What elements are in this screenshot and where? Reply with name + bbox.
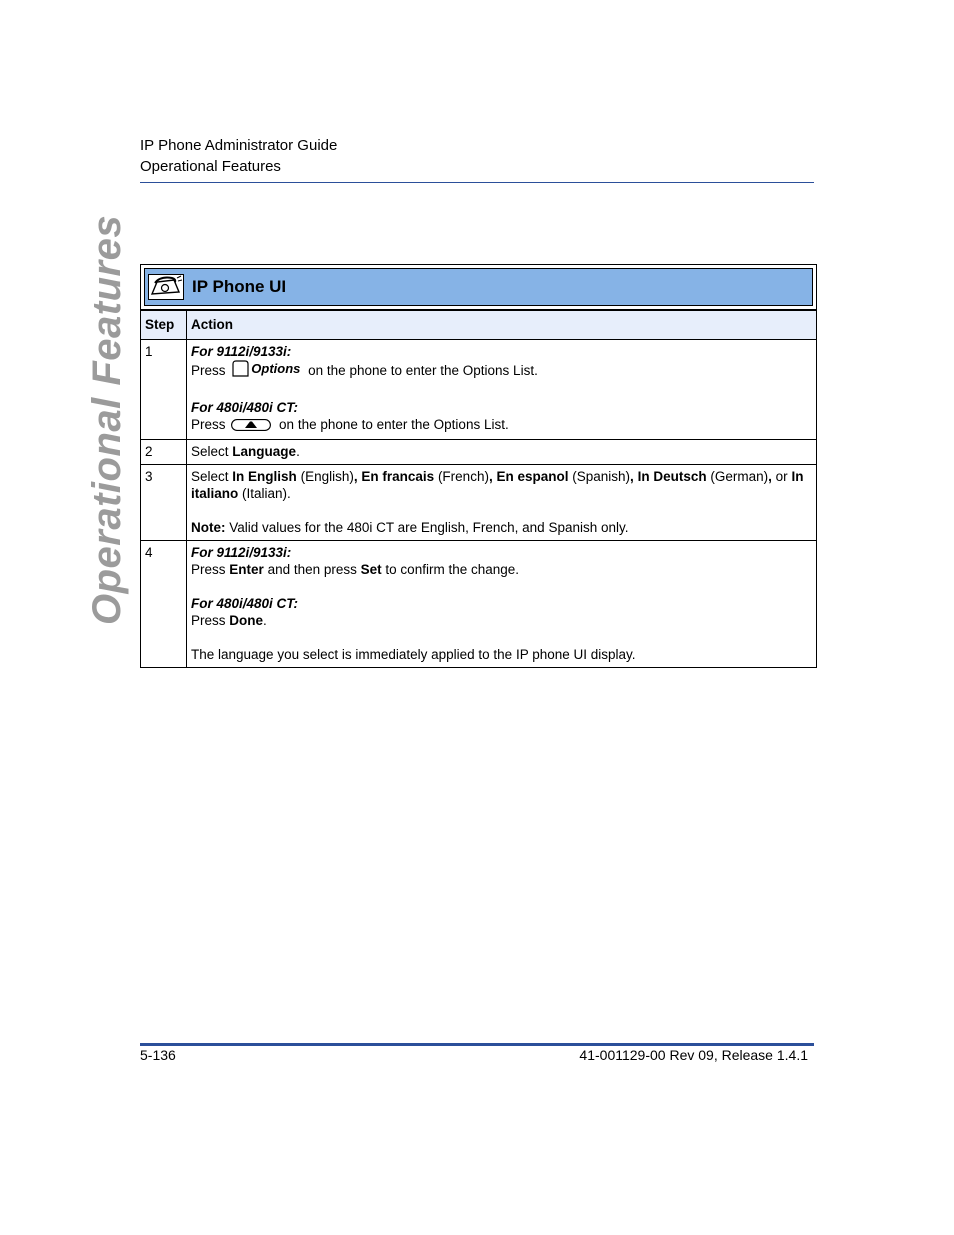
- language-option: In English: [232, 469, 297, 484]
- side-chapter-title: Operational Features: [85, 214, 129, 625]
- table-row: [141, 440, 817, 465]
- note-text: Valid values for the 480i CT are English, French, and Spanish only.: [229, 520, 629, 535]
- table-row: [141, 340, 817, 440]
- separator: ,: [768, 469, 772, 484]
- options-pill-key-icon: [231, 418, 271, 435]
- key-name: Set: [360, 562, 382, 577]
- closing-text: The language you select is immediately applied to the IP phone UI display.: [191, 647, 636, 662]
- model-heading: For 9112i/9133i:: [191, 545, 292, 560]
- action-text: (French): [437, 469, 489, 484]
- column-header-action: Action: [187, 311, 817, 340]
- note-label: Note:: [191, 520, 226, 535]
- spacer: [191, 502, 812, 519]
- options-key-label: Options: [251, 361, 301, 376]
- page-number: 5-136: [140, 1047, 176, 1063]
- action-text: on the phone to enter the Options List.: [308, 363, 538, 378]
- separator: ,: [353, 469, 358, 484]
- separator: ,: [488, 469, 493, 484]
- action-text: Press: [191, 363, 226, 378]
- action-text: or: [775, 469, 788, 484]
- action-text: on the phone to enter the Options List.: [279, 417, 509, 432]
- action-text: (Italian).: [242, 486, 291, 501]
- procedure-banner-frame: [140, 264, 817, 310]
- language-option: En francais: [361, 469, 435, 484]
- action-line: [191, 468, 812, 502]
- action-text: .: [296, 444, 300, 459]
- action-text: (Spanish): [572, 469, 631, 484]
- procedure-box: [140, 264, 817, 668]
- steps-table: [140, 310, 817, 668]
- action-line: [191, 561, 812, 578]
- step-number: 3: [141, 465, 187, 541]
- table-header-row: [141, 311, 817, 340]
- language-option: En espanol: [496, 469, 569, 484]
- step-action: [187, 340, 817, 440]
- action-line: [191, 360, 812, 382]
- action-text: Select: [191, 444, 229, 459]
- step-action: [187, 541, 817, 668]
- action-text: (German): [710, 469, 769, 484]
- spacer: [191, 382, 812, 399]
- model-heading: For 480i/480i CT:: [191, 596, 299, 611]
- action-text: to confirm the change.: [385, 562, 519, 577]
- menu-option: Language: [232, 444, 297, 459]
- step-action: [187, 440, 817, 465]
- language-option: In Deutsch: [637, 469, 707, 484]
- action-text: (English): [300, 469, 354, 484]
- header-chapter-title: Operational Features: [140, 158, 281, 175]
- step-number: 2: [141, 440, 187, 465]
- step-action: [187, 465, 817, 541]
- running-header: [140, 135, 337, 177]
- action-text: Press: [191, 562, 226, 577]
- model-heading: For 480i/480i CT:: [191, 400, 299, 415]
- header-rule: [140, 182, 814, 183]
- procedure-banner: [144, 268, 813, 306]
- footer-rule: [140, 1043, 814, 1046]
- action-text: Press: [191, 417, 226, 432]
- language-option: In italiano: [191, 469, 804, 501]
- step-number: 4: [141, 541, 187, 668]
- action-text: and then press: [267, 562, 357, 577]
- action-text: Press: [191, 613, 226, 628]
- action-line: [191, 612, 812, 629]
- model-heading: For 9112i/9133i:: [191, 344, 292, 359]
- spacer: [191, 578, 812, 595]
- separator: ,: [630, 469, 634, 484]
- key-name: Done: [229, 613, 264, 628]
- action-line: [191, 416, 812, 435]
- note-line: [191, 519, 812, 536]
- procedure-title: IP Phone UI: [192, 277, 287, 296]
- spacer: [191, 629, 812, 646]
- header-guide-title: IP Phone Administrator Guide: [140, 137, 338, 154]
- key-name: Enter: [229, 562, 264, 577]
- table-row: [141, 541, 817, 668]
- table-row: [141, 465, 817, 541]
- step-number: 1: [141, 340, 187, 440]
- action-text: .: [263, 613, 267, 628]
- column-header-step: Step: [141, 311, 187, 340]
- document-revision: 41-001129-00 Rev 09, Release 1.4.1: [579, 1047, 808, 1063]
- action-text: Select: [191, 469, 229, 484]
- phone-icon: [148, 274, 184, 300]
